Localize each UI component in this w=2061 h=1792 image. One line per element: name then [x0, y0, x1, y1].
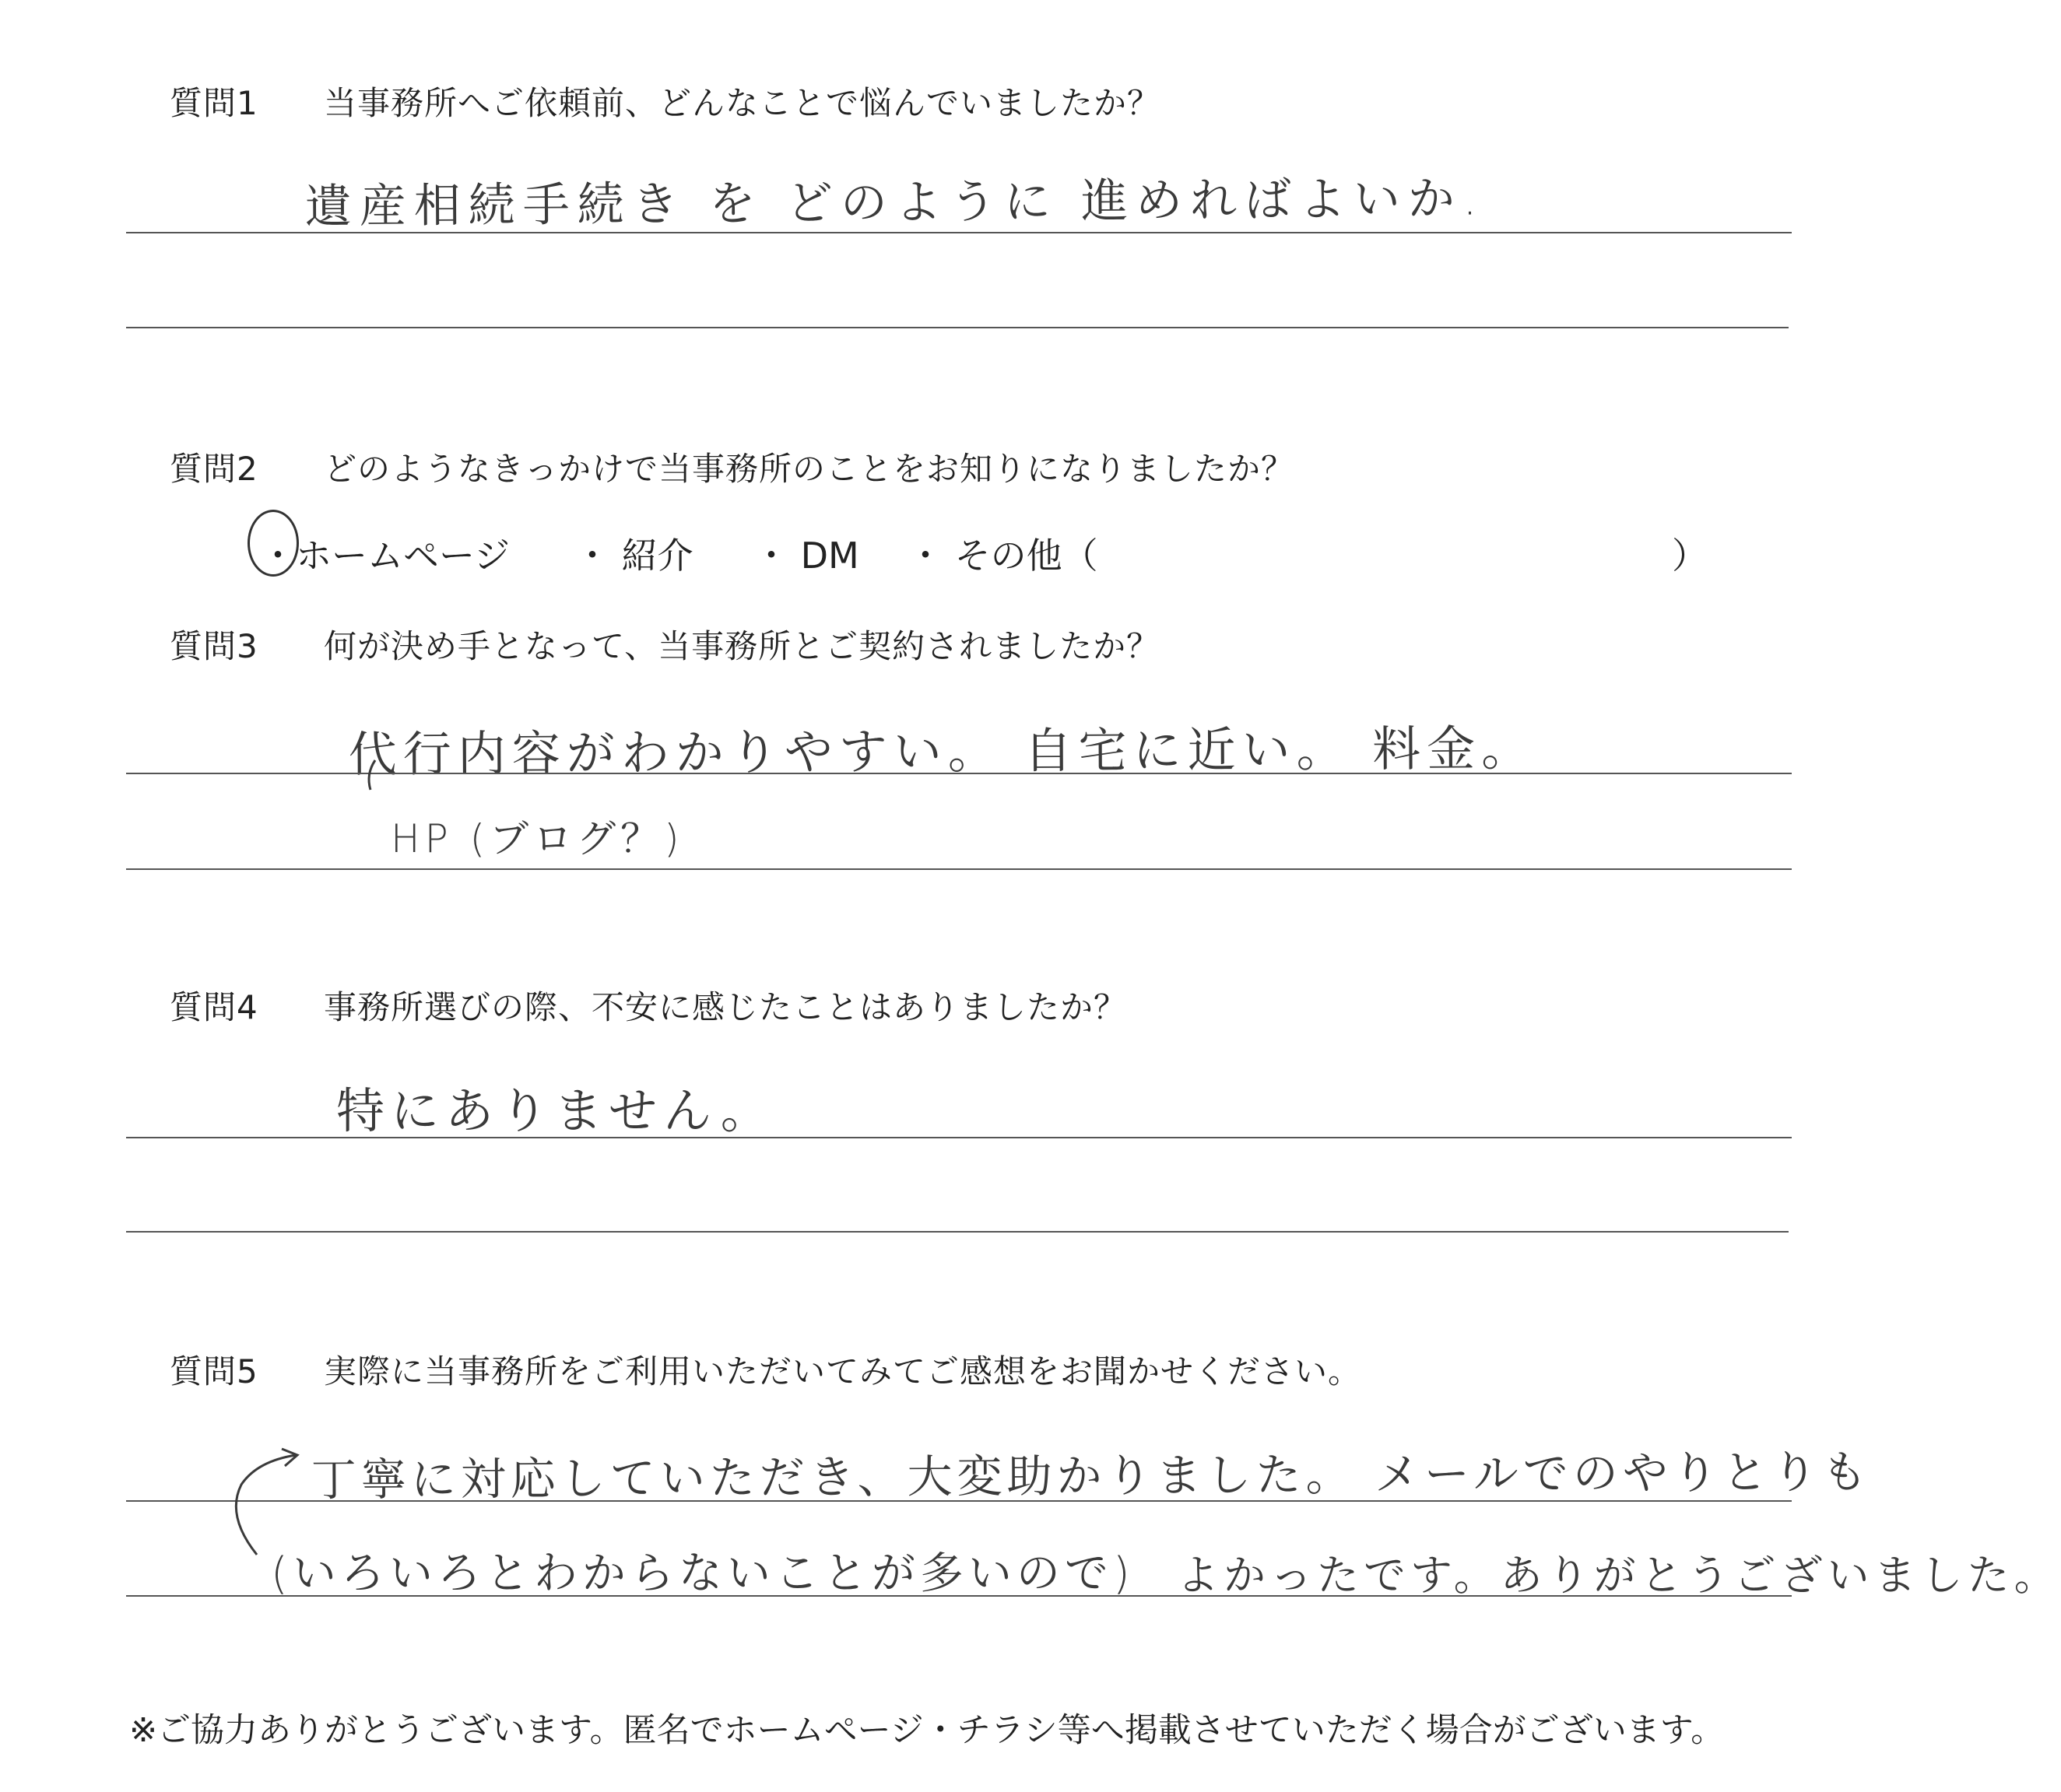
question-5 [170, 1346, 1361, 1393]
answer-5-handwritten-line-2: (いろいろとわからないことが多いので) [271, 1548, 1135, 1599]
option-dm: ・ DM [753, 535, 859, 577]
question-3-text: 何が決め手となって、当事務所とご契約されましたか？ [324, 627, 1160, 665]
question-4-label: 質問4 [170, 988, 258, 1026]
answer-5-line-1 [126, 1500, 1792, 1502]
answer-4-line-1 [126, 1137, 1792, 1138]
source-options [248, 528, 1711, 577]
question-5-text: 実際に当事務所をご利用いただいてみてご感想をお聞かせください。 [324, 1352, 1362, 1390]
answer-5-arrow [226, 1446, 311, 1562]
answer-3-insert-mark [360, 759, 391, 821]
question-2-text: どのようなきっかけで当事務所のことをお知りになりましたか？ [324, 450, 1295, 488]
question-2 [170, 444, 1294, 490]
answer-3-line-2 [126, 868, 1792, 870]
answer-5-line-2 [126, 1595, 1792, 1597]
question-4 [170, 982, 1127, 1029]
answer-1-handwritten: 遺産相続手続き を どのように 進めればよいか. [304, 171, 1486, 235]
question-1 [170, 78, 1160, 124]
option-other-close: ） [1672, 535, 1708, 577]
option-homepage: ・ホームページ [260, 535, 511, 577]
answer-3-handwritten-line-1: 代行内容がわかりやすい。 自宅に近い。 料金。 [348, 720, 1536, 784]
question-5-label: 質問5 [170, 1352, 258, 1390]
answer-4-line-2 [126, 1231, 1789, 1233]
footer-note: ※ご協力ありがとうございます。匿名でホームページ・チラシ等へ掲載させていただく場合がございます。 [129, 1711, 1725, 1750]
question-4-text: 事務所選びの際、不安に感じたことはありましたか？ [324, 988, 1128, 1026]
question-3 [170, 621, 1160, 668]
answer-4-handwritten: 特にありません。 [336, 1082, 775, 1139]
option-referral: ・ 紹介 [574, 535, 693, 577]
answer-1-line-1 [126, 232, 1792, 233]
question-1-label: 質問1 [170, 84, 258, 122]
option-other: ・ その他（ [908, 535, 1098, 577]
question-3-label: 質問3 [170, 627, 258, 665]
question-2-label: 質問2 [170, 450, 258, 488]
answer-5-handwritten-line-3: よかったです。ありがとうございました。 [1177, 1551, 2061, 1600]
answer-1-line-2 [126, 327, 1789, 328]
answer-3-handwritten-line-2: HP (ブログ？) [391, 816, 684, 861]
answer-5-handwritten-line-1: 丁寧に対応していただき、大変助かりました。 メールでのやりとりも [311, 1445, 1872, 1506]
question-1-text: 当事務所へご依頼前、どんなことで悩んでいましたか？ [324, 84, 1161, 122]
